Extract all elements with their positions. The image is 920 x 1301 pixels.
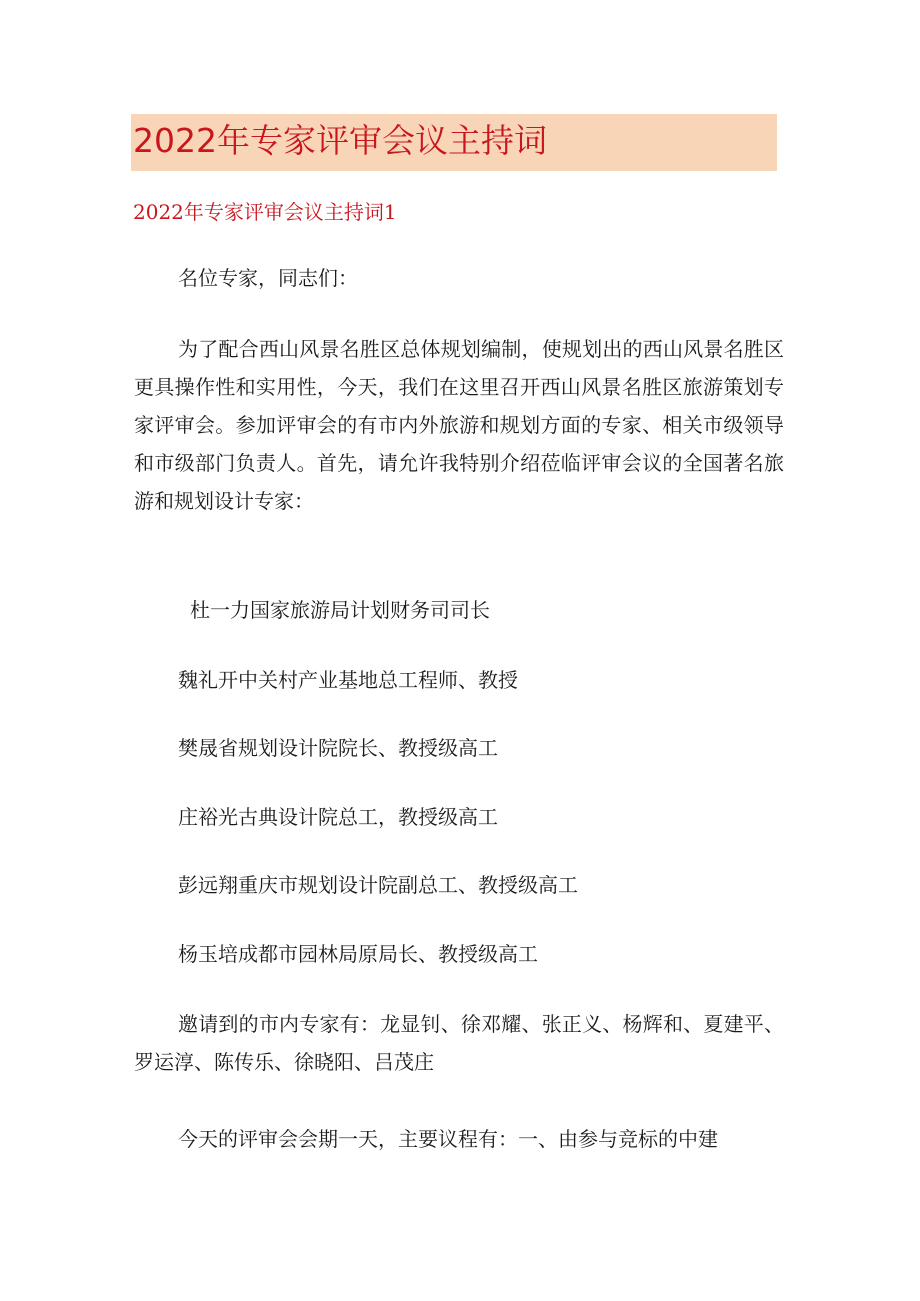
expert-item: 杨玉培成都市园林局原局长、教授级高工 <box>178 942 538 966</box>
greeting: 名位专家，同志们： <box>178 266 358 290</box>
expert-item: 樊晟省规划设计院院长、教授级高工 <box>178 736 498 760</box>
invited-experts-paragraph: 邀请到的市内专家有：龙显钊、徐邓耀、张正义、杨辉和、夏建平、罗运淳、陈传乐、徐晓阳、吕茂庄 <box>134 1012 784 1074</box>
intro-paragraph: 为了配合西山风景名胜区总体规划编制，使规划出的西山风景名胜区更具操作性和实用性，今天，我们在这里召开西山风景名胜区旅游策划专家评审会。参加评审会的有市内外旅游和规划方面的专家、相关市级领导和市级部门负责人。首先，请允许我特别介绍莅临评审会议的全国著名旅游和规划设计专家： <box>134 337 784 513</box>
agenda-paragraph: 今天的评审会会期一天，主要议程有：一、由参与竞标的中建 <box>178 1127 718 1151</box>
section-heading: 2022年专家评审会议主持词1 <box>133 200 397 224</box>
expert-item: 魏礼开中关村产业基地总工程师、教授 <box>178 668 518 692</box>
expert-item: 彭远翔重庆市规划设计院副总工、教授级高工 <box>178 873 578 897</box>
expert-item: 庄裕光古典设计院总工，教授级高工 <box>178 805 498 829</box>
document-title: 2022年专家评审会议主持词 <box>133 121 547 160</box>
expert-item: 杜一力国家旅游局计划财务司司长 <box>190 598 490 622</box>
